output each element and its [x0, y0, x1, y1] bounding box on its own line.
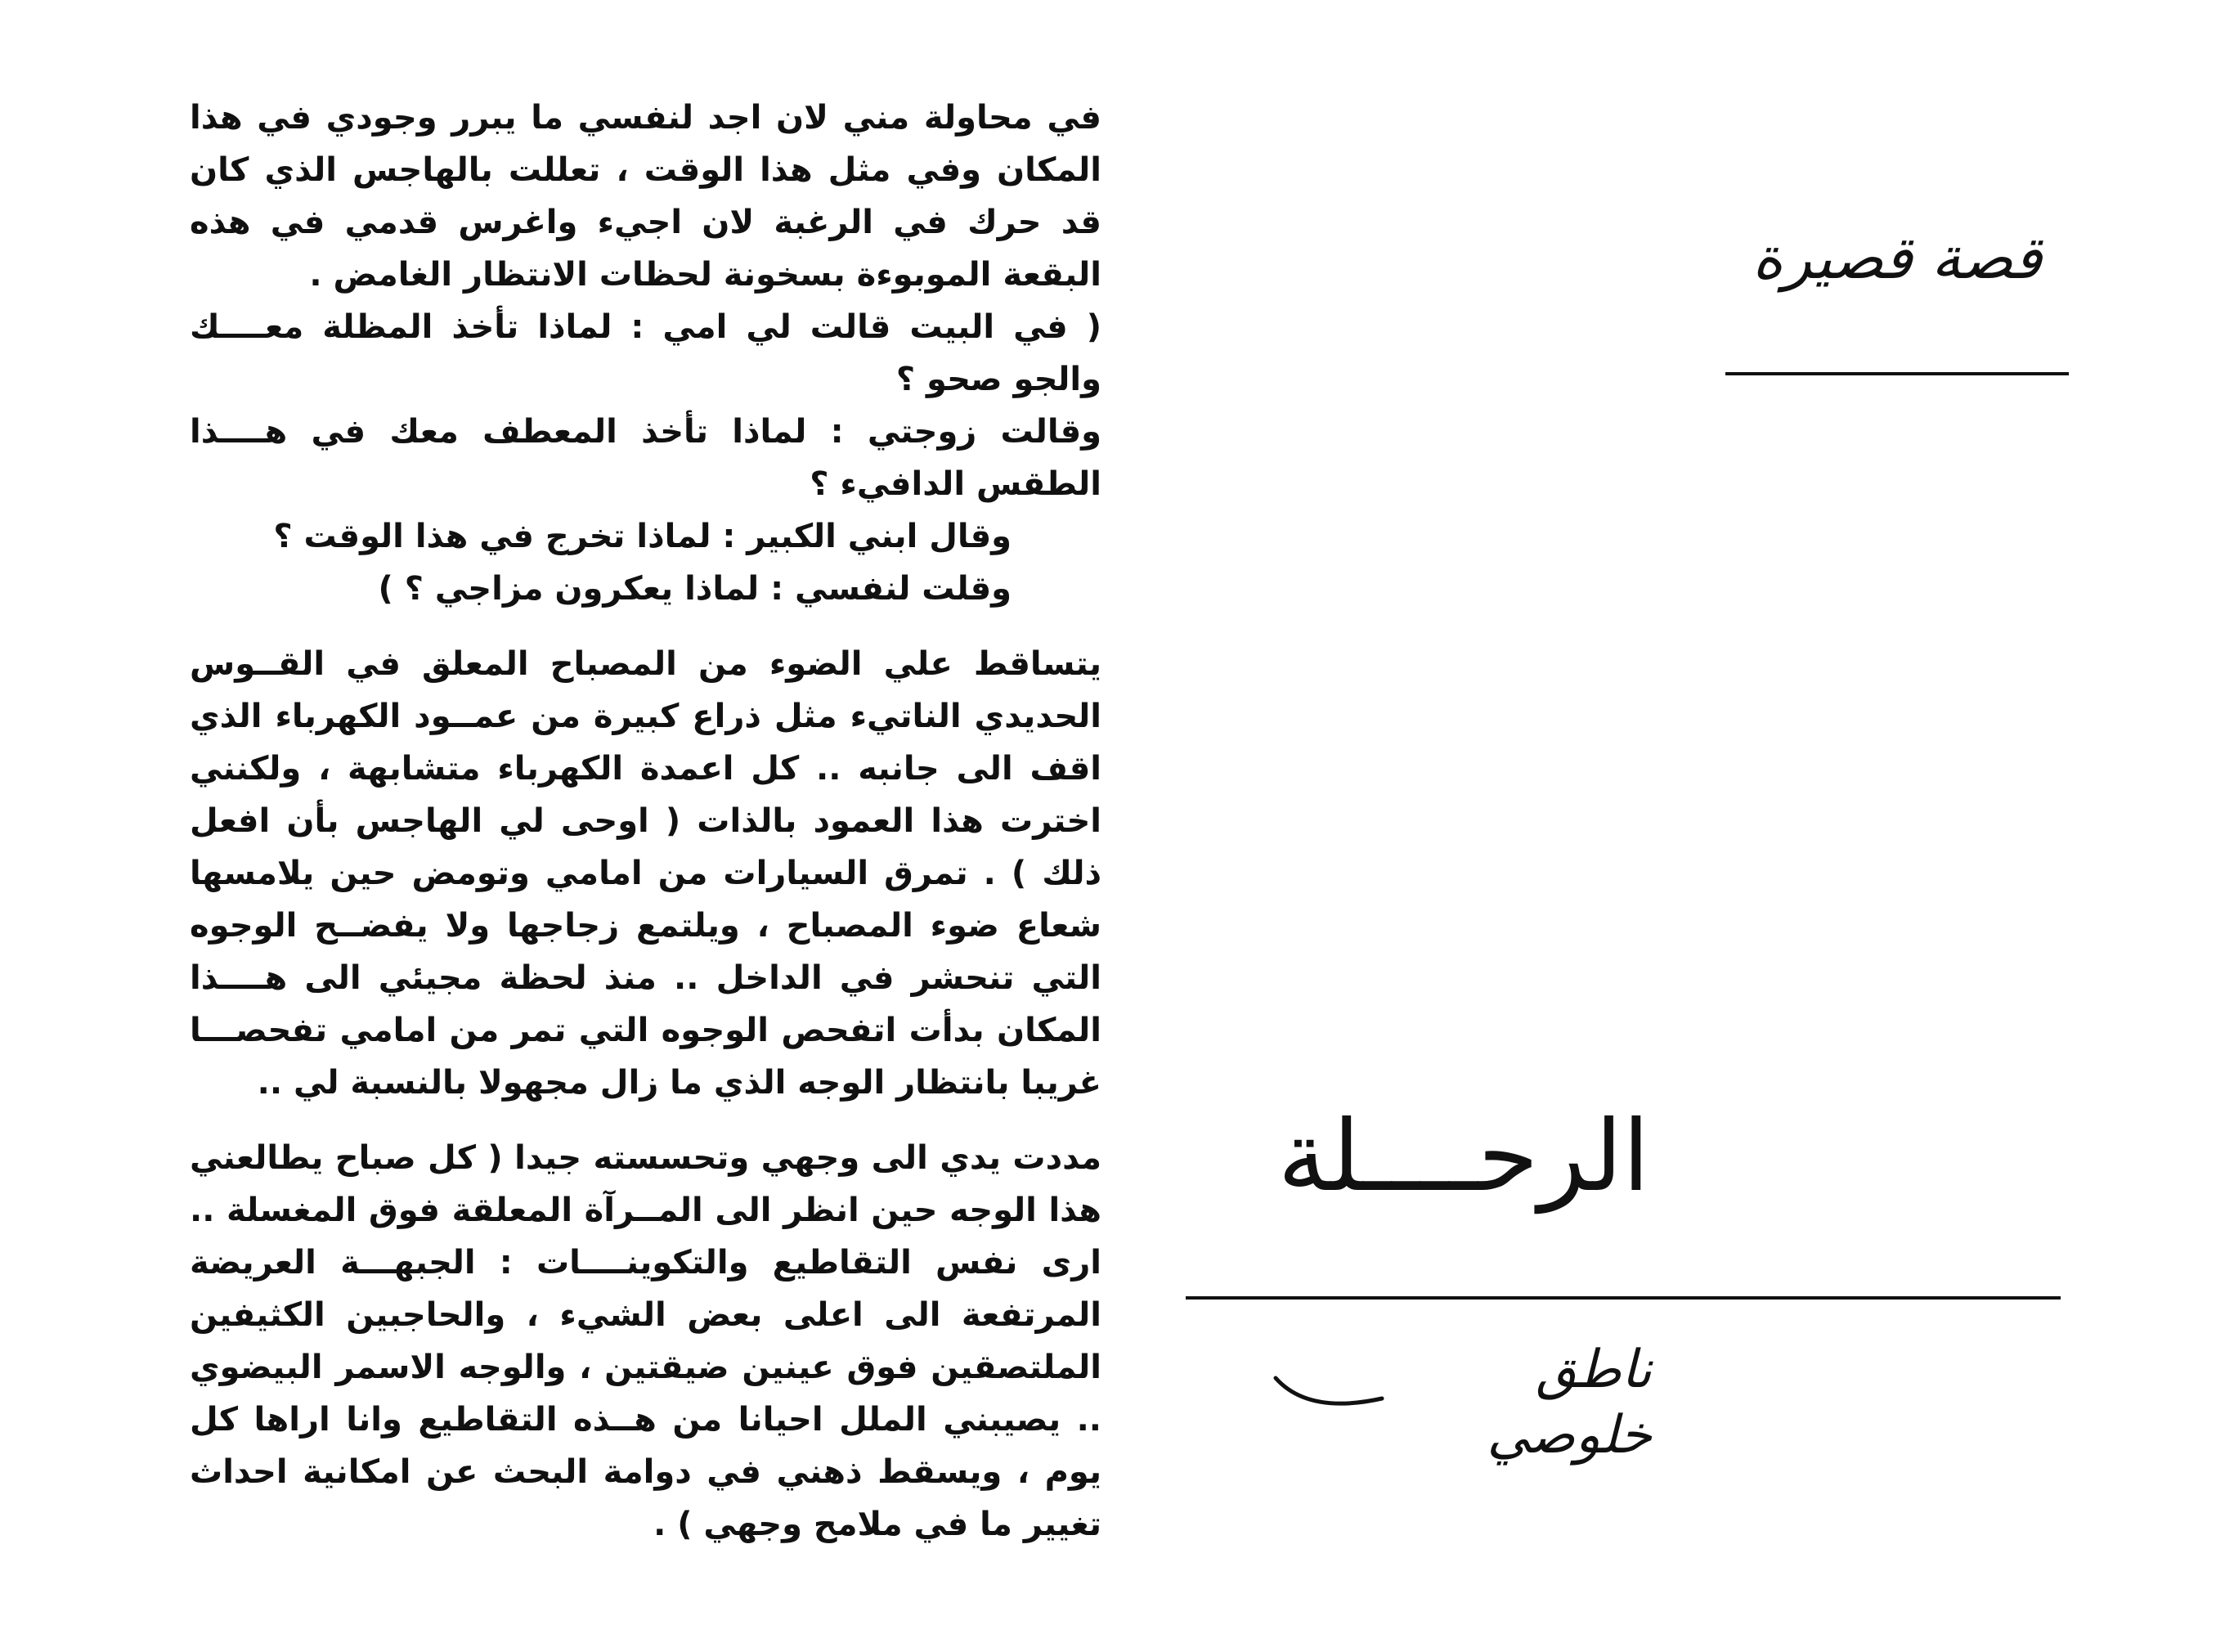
paragraph-1: في محاولة مني لان اجد لنفسي ما يبرر وجودي في هذا المكان وفي مثل هذا الوقت ، تعللت بالهاجس الذي كان قد حرك في الرغبة لان اجيء واغرس قدمي في هذه البقعة الموبوءة بسخونة لحظات الانتظار الغامض .: [190, 99, 1101, 294]
paragraph-2: يتساقط علي الضوء من المصباح المعلق في القــوس الحديدي الناتيء مثل ذراع كبيرة من عمــود الكهرباء الذي اقف الى جانبه .. كل اعمدة الكهرباء متشابهة ، ولكنني اخترت هذا العمود بالذات ( اوحى لي الهاجس بأن افعل ذلك ) . تمرق السيارات من امامي وتومض حين يلامسها شعاع ضوء المصباح ، ويلتمع زجاجها ولا يفضــح الوجوه التي تنحشر في الداخل .. منذ لحظة مجيئي الى هــــذا المكان بدأت اتفحص الوجوه التي تمر من امامي تفحصـــا غريبا بانتظار الوجه الذي ما زال مجهولا بالنسبة لي ..: [190, 645, 1101, 1102]
title-column: [1178, 0, 2234, 1652]
dialogue-block: [190, 301, 1101, 615]
header-rule: [1725, 372, 2069, 375]
story-title: الرحــــلة: [1277, 1100, 1650, 1214]
story-body: [190, 92, 1101, 1551]
dialogue-line-wife: وقالت زوجتي : لماذا تأخذ المعطف معك في هــــذا الطقس الدافيء ؟: [190, 413, 1101, 503]
dialogue-line-mother: ( في البيت قالت لي امي : لماذا تأخذ المظلة معــــك والجو صحو ؟: [190, 308, 1101, 398]
title-rule: [1186, 1296, 2061, 1300]
dialogue-line-self: وقلت لنفسي : لماذا يعكرون مزاجي ؟ ): [378, 570, 1012, 608]
dialogue-line-son: وقال ابني الكبير : لماذا تخرج في هذا الوقت ؟: [273, 518, 1012, 555]
author-name: ناطق خلوصي: [1487, 1340, 1652, 1466]
section-label: قصة قصيرة: [1752, 223, 2043, 292]
paragraph-3: مددت يدي الى وجهي وتحسسته جيدا ( كل صباح يطالعني هذا الوجه حين انظر الى المــرآة المعلقة فوق المغسلة .. ارى نفس التقاطيع والتكوينــــات : الجبهـــة العريضة المرتفعة الى اعلى بعض الشيء ، والحاجبين الكثيفين الملتصقين فوق عينين ضيقتين ، والوجه الاسمر البيضوي .. يصيبني الملل احيانا من هــذه التقاطيع وانا اراها كل يوم ، ويسقط ذهني في دوامة البحث عن امكانية احداث تغيير ما في ملامح وجهي ) .: [190, 1139, 1101, 1543]
author-signature: [1259, 1321, 1652, 1466]
